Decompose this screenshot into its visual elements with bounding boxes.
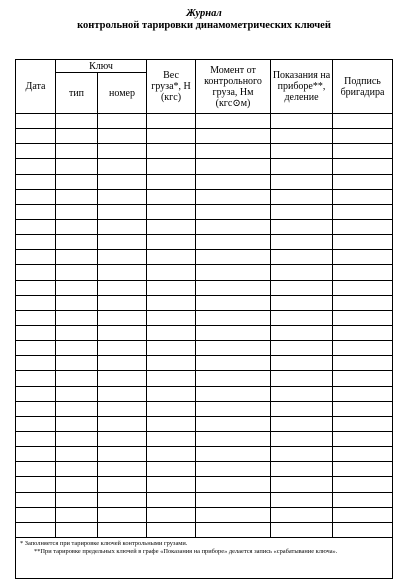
- table-cell: [56, 431, 98, 446]
- table-cell: [196, 159, 271, 174]
- table-cell: [333, 447, 393, 462]
- table-cell: [271, 129, 333, 144]
- table-cell: [56, 325, 98, 340]
- table-cell: [271, 189, 333, 204]
- table-row: [16, 204, 393, 219]
- table-row: [16, 371, 393, 386]
- table-cell: [196, 507, 271, 522]
- table-cell: [56, 250, 98, 265]
- table-cell: [56, 159, 98, 174]
- table-cell: [147, 235, 196, 250]
- table-cell: [147, 356, 196, 371]
- table-cell: [196, 204, 271, 219]
- table-cell: [56, 371, 98, 386]
- table-cell: [271, 416, 333, 431]
- table-cell: [56, 492, 98, 507]
- table-cell: [98, 416, 147, 431]
- table-cell: [147, 431, 196, 446]
- table-cell: [98, 492, 147, 507]
- header-key-type: тип: [56, 73, 98, 114]
- table-row: [16, 250, 393, 265]
- table-cell: [333, 416, 393, 431]
- header-reading: Показания на приборе**, деление: [271, 60, 333, 114]
- table-cell: [98, 250, 147, 265]
- table-cell: [98, 401, 147, 416]
- table-cell: [56, 280, 98, 295]
- table-cell: [16, 144, 56, 159]
- table-cell: [196, 114, 271, 129]
- table-cell: [16, 174, 56, 189]
- table-cell: [147, 462, 196, 477]
- table-row: [16, 325, 393, 340]
- table-cell: [56, 416, 98, 431]
- table-cell: [196, 477, 271, 492]
- table-cell: [16, 401, 56, 416]
- table-cell: [98, 356, 147, 371]
- table-row: [16, 219, 393, 234]
- header-weight: Вес груза*, Н (кгс): [147, 60, 196, 114]
- table-cell: [56, 462, 98, 477]
- table-cell: [98, 159, 147, 174]
- table-cell: [147, 386, 196, 401]
- table-row: [16, 431, 393, 446]
- table-row: [16, 280, 393, 295]
- table-cell: [271, 174, 333, 189]
- table-cell: [16, 507, 56, 522]
- table-row: [16, 114, 393, 129]
- table-row: [16, 477, 393, 492]
- table-body: [16, 114, 393, 538]
- table-cell: [196, 341, 271, 356]
- table-cell: [98, 265, 147, 280]
- table-cell: [56, 129, 98, 144]
- table-row: [16, 265, 393, 280]
- table-cell: [271, 431, 333, 446]
- table-cell: [16, 219, 56, 234]
- header-key-number: номер: [98, 73, 147, 114]
- table-row: [16, 522, 393, 537]
- table-cell: [271, 219, 333, 234]
- table-cell: [56, 341, 98, 356]
- table-cell: [98, 477, 147, 492]
- table-cell: [98, 507, 147, 522]
- table-cell: [271, 341, 333, 356]
- table-cell: [196, 401, 271, 416]
- table-cell: [196, 431, 271, 446]
- table-cell: [16, 492, 56, 507]
- table-cell: [147, 310, 196, 325]
- table-cell: [271, 280, 333, 295]
- table-cell: [147, 114, 196, 129]
- table-cell: [333, 356, 393, 371]
- table-cell: [147, 189, 196, 204]
- table-cell: [147, 401, 196, 416]
- table-cell: [147, 174, 196, 189]
- table-cell: [333, 325, 393, 340]
- table-cell: [196, 447, 271, 462]
- table-cell: [196, 416, 271, 431]
- table-cell: [196, 189, 271, 204]
- table-cell: [333, 507, 393, 522]
- table-row: [16, 341, 393, 356]
- table-cell: [196, 174, 271, 189]
- table-cell: [196, 250, 271, 265]
- table-cell: [98, 189, 147, 204]
- table-cell: [16, 356, 56, 371]
- table-cell: [98, 325, 147, 340]
- table-cell: [271, 477, 333, 492]
- table-cell: [56, 386, 98, 401]
- table-cell: [333, 371, 393, 386]
- table-cell: [98, 522, 147, 537]
- table-cell: [333, 295, 393, 310]
- table-cell: [271, 325, 333, 340]
- table-row: [16, 129, 393, 144]
- table-cell: [98, 386, 147, 401]
- table-cell: [196, 492, 271, 507]
- table-cell: [333, 522, 393, 537]
- footnote-1: * Заполняется при тарировке ключей контрольными грузами.: [20, 539, 188, 547]
- table-cell: [98, 447, 147, 462]
- table-cell: [271, 522, 333, 537]
- table-row: [16, 462, 393, 477]
- table-cell: [147, 522, 196, 537]
- table-cell: [196, 265, 271, 280]
- table-cell: [271, 159, 333, 174]
- table-cell: [16, 447, 56, 462]
- table-cell: [56, 114, 98, 129]
- table-cell: [16, 235, 56, 250]
- table-cell: [98, 235, 147, 250]
- table-cell: [98, 204, 147, 219]
- table-cell: [98, 174, 147, 189]
- table-cell: [333, 265, 393, 280]
- table-cell: [16, 265, 56, 280]
- table-cell: [56, 174, 98, 189]
- table-cell: [16, 114, 56, 129]
- table-cell: [98, 310, 147, 325]
- table-cell: [16, 431, 56, 446]
- table-row: [16, 189, 393, 204]
- table-cell: [56, 265, 98, 280]
- table-row: [16, 416, 393, 431]
- table-row: [16, 492, 393, 507]
- table-cell: [271, 507, 333, 522]
- table-cell: [98, 144, 147, 159]
- table-cell: [98, 341, 147, 356]
- table-cell: [147, 371, 196, 386]
- table-row: [16, 295, 393, 310]
- table-cell: [98, 295, 147, 310]
- table-cell: [56, 189, 98, 204]
- table-cell: [196, 129, 271, 144]
- table-cell: [98, 462, 147, 477]
- title-line-2: контрольной тарировки динамометрических ключей: [77, 20, 331, 31]
- header-signature: Подпись бригадира: [333, 60, 393, 114]
- table-cell: [56, 507, 98, 522]
- table-cell: [196, 295, 271, 310]
- table-row: [16, 144, 393, 159]
- table-cell: [147, 447, 196, 462]
- table-row: [16, 507, 393, 522]
- table-cell: [333, 462, 393, 477]
- table-cell: [147, 204, 196, 219]
- table-cell: [56, 235, 98, 250]
- footnote-2: **При тарировке предельных ключей в графе «Показания на приборе» делается запись «срабатывание ключа».: [34, 548, 338, 556]
- table-row: [16, 174, 393, 189]
- table-cell: [147, 159, 196, 174]
- table-cell: [333, 401, 393, 416]
- table-cell: [333, 189, 393, 204]
- table-cell: [196, 235, 271, 250]
- table-cell: [333, 129, 393, 144]
- table-cell: [333, 219, 393, 234]
- table-cell: [147, 507, 196, 522]
- table-cell: [147, 477, 196, 492]
- table-cell: [56, 477, 98, 492]
- table-cell: [56, 447, 98, 462]
- table-row: [16, 401, 393, 416]
- table-cell: [271, 235, 333, 250]
- table-cell: [16, 477, 56, 492]
- table-row: [16, 235, 393, 250]
- table-cell: [98, 219, 147, 234]
- table-cell: [333, 114, 393, 129]
- table-cell: [147, 129, 196, 144]
- table-cell: [333, 341, 393, 356]
- table-cell: [147, 416, 196, 431]
- table-cell: [333, 235, 393, 250]
- table-cell: [333, 386, 393, 401]
- table-cell: [147, 492, 196, 507]
- table-cell: [333, 174, 393, 189]
- table-cell: [16, 325, 56, 340]
- table-cell: [196, 522, 271, 537]
- table-cell: [147, 250, 196, 265]
- table-cell: [56, 204, 98, 219]
- table-cell: [333, 492, 393, 507]
- table-cell: [16, 386, 56, 401]
- table-cell: [16, 341, 56, 356]
- table-cell: [147, 265, 196, 280]
- table-cell: [16, 310, 56, 325]
- table-cell: [271, 250, 333, 265]
- table-cell: [271, 114, 333, 129]
- table-cell: [147, 295, 196, 310]
- table-cell: [56, 356, 98, 371]
- table-row: [16, 310, 393, 325]
- table-cell: [271, 492, 333, 507]
- table-cell: [98, 371, 147, 386]
- table-cell: [16, 295, 56, 310]
- journal-table: [15, 59, 393, 579]
- table-cell: [333, 280, 393, 295]
- table-cell: [147, 325, 196, 340]
- table-cell: [196, 280, 271, 295]
- table-cell: [271, 462, 333, 477]
- table-cell: [147, 219, 196, 234]
- table-cell: [56, 295, 98, 310]
- table-cell: [196, 386, 271, 401]
- table-cell: [271, 144, 333, 159]
- table-cell: [271, 356, 333, 371]
- table-cell: [98, 431, 147, 446]
- table-cell: [56, 522, 98, 537]
- table-cell: [271, 310, 333, 325]
- table-row: [16, 447, 393, 462]
- header-moment: Момент от контрольного груза, Нм (кгс⊙м): [196, 60, 271, 114]
- table-cell: [16, 522, 56, 537]
- table-cell: [16, 189, 56, 204]
- table-cell: [16, 159, 56, 174]
- table-cell: [333, 310, 393, 325]
- table-cell: [333, 204, 393, 219]
- table-cell: [271, 371, 333, 386]
- table-cell: [98, 114, 147, 129]
- table-cell: [196, 356, 271, 371]
- header-key: Ключ: [56, 60, 147, 73]
- table-cell: [196, 462, 271, 477]
- table-cell: [56, 219, 98, 234]
- table-cell: [196, 371, 271, 386]
- table-cell: [147, 144, 196, 159]
- table-cell: [271, 447, 333, 462]
- table-row: [16, 159, 393, 174]
- table-cell: [56, 310, 98, 325]
- footnotes: [16, 537, 393, 578]
- header-date: Дата: [16, 60, 56, 114]
- table-cell: [16, 371, 56, 386]
- table-cell: [271, 295, 333, 310]
- table-cell: [271, 204, 333, 219]
- table-cell: [196, 144, 271, 159]
- table-cell: [98, 129, 147, 144]
- table-cell: [147, 280, 196, 295]
- table-cell: [16, 280, 56, 295]
- table-cell: [16, 204, 56, 219]
- table-row: [16, 356, 393, 371]
- table-cell: [271, 265, 333, 280]
- table-row: [16, 386, 393, 401]
- table-cell: [333, 159, 393, 174]
- table-cell: [333, 477, 393, 492]
- table-cell: [16, 129, 56, 144]
- table-cell: [16, 416, 56, 431]
- table-cell: [196, 325, 271, 340]
- table-cell: [333, 250, 393, 265]
- table-cell: [56, 401, 98, 416]
- table-cell: [271, 401, 333, 416]
- table-cell: [271, 386, 333, 401]
- table-cell: [196, 219, 271, 234]
- table-cell: [16, 462, 56, 477]
- table-cell: [56, 144, 98, 159]
- table-cell: [98, 280, 147, 295]
- table-cell: [333, 144, 393, 159]
- table-cell: [16, 250, 56, 265]
- table-cell: [333, 431, 393, 446]
- title-line-1: Журнал: [186, 8, 222, 19]
- table-cell: [147, 341, 196, 356]
- table-cell: [196, 310, 271, 325]
